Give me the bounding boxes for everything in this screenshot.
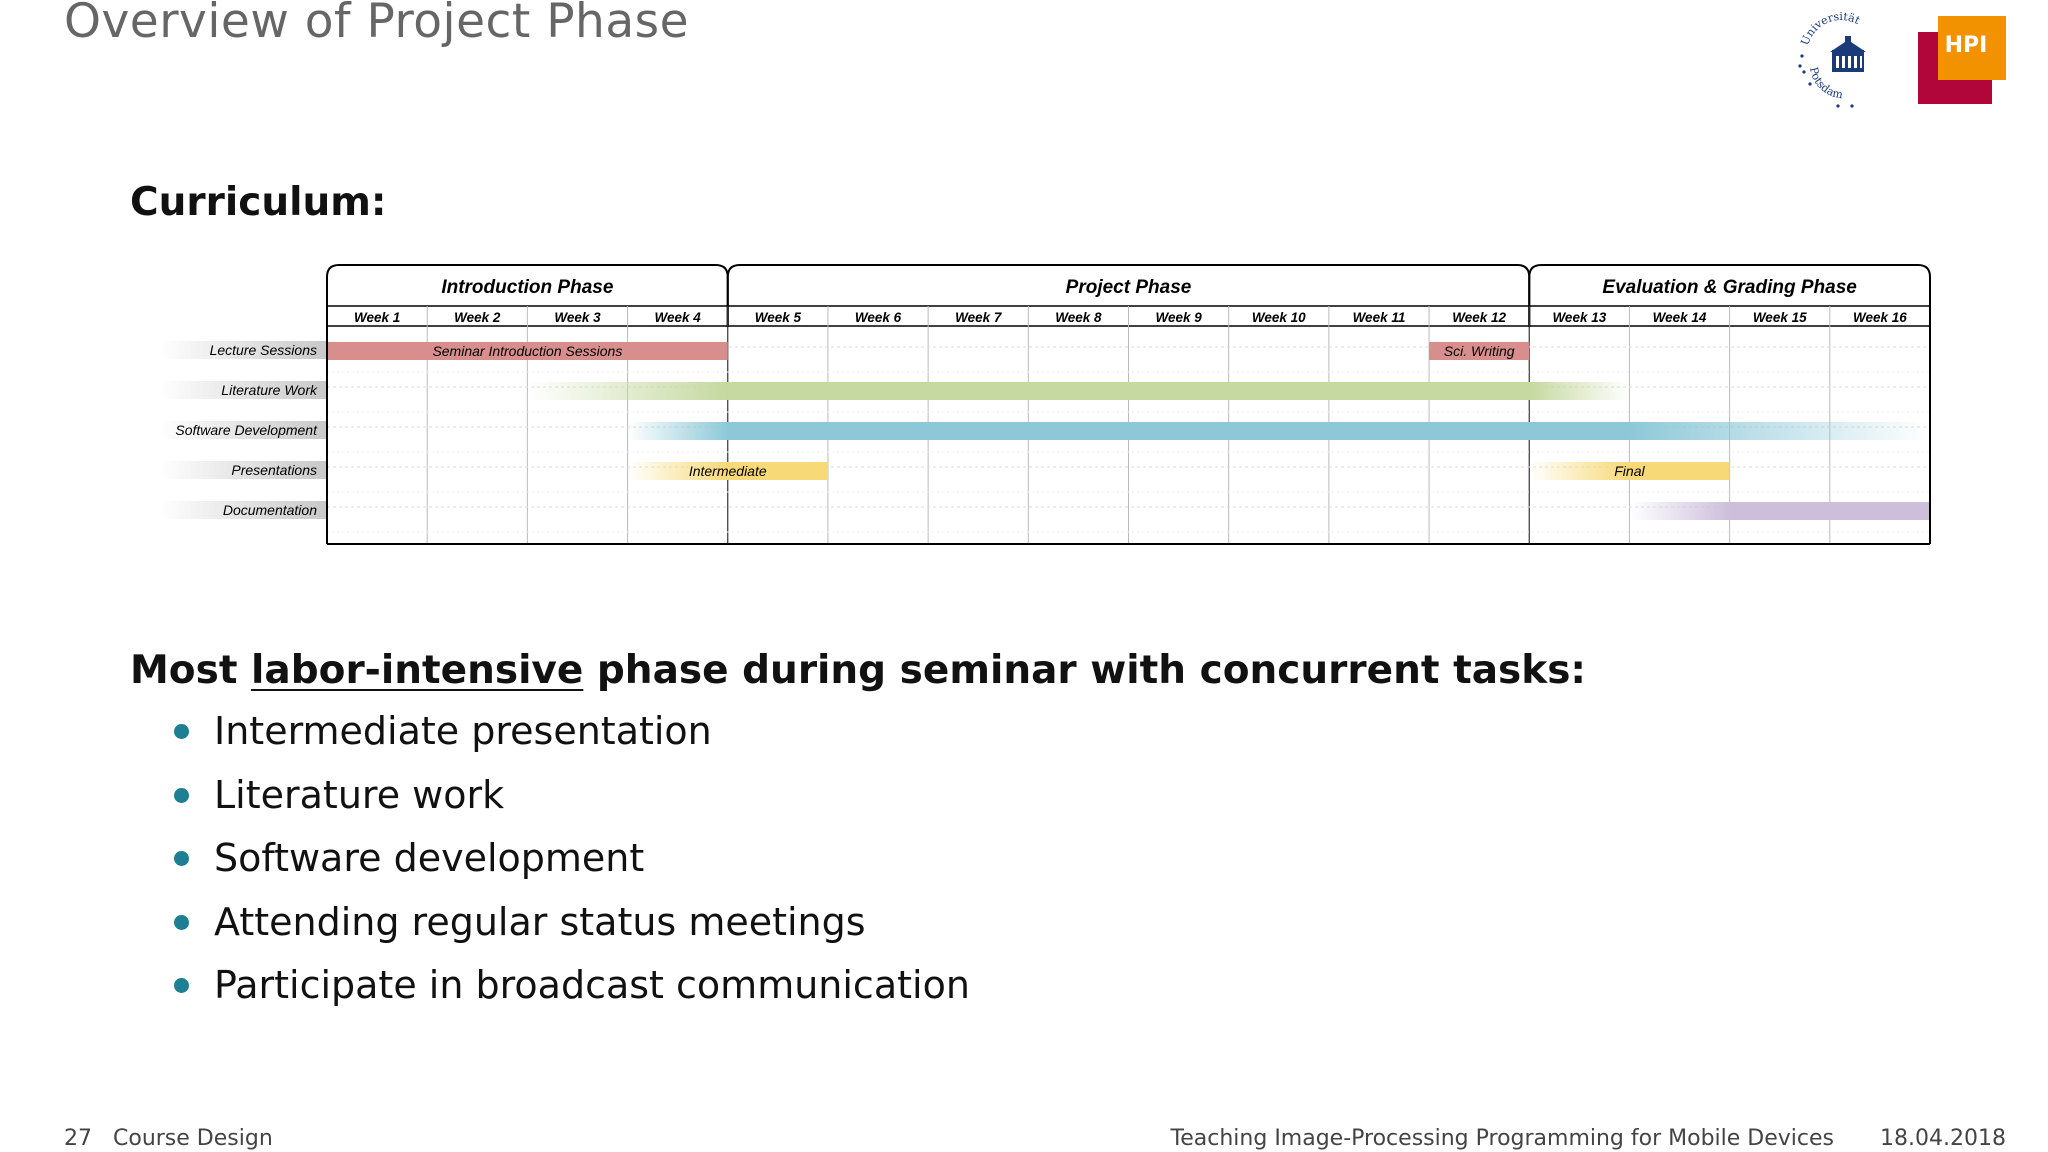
bullet-item [170,897,970,961]
footer-page-number: 27 [64,1126,92,1151]
hpi-logo [1918,16,2006,104]
week-label: Week 4 [654,310,701,325]
subheading-prefix: Most [130,648,252,693]
bullet-item [170,960,970,1024]
bullet-list [170,706,970,1024]
subheading-suffix: phase during seminar with concurrent tasks: [583,648,1587,693]
week-label: Week 1 [353,310,401,325]
university-logo-text-bottom: Potsdam [1806,65,1845,102]
week-label: Week 16 [1853,310,1907,325]
slide-title: Overview of Project Phase [64,0,690,49]
svg-text:Universität [1798,10,1862,47]
week-label: Week 11 [1352,310,1406,325]
footer-section: Course Design [113,1126,273,1151]
bar-label: Intermediate [688,463,767,479]
row-label: Software Development [175,422,317,438]
palace-icon [1830,36,1866,72]
week-label: Week 2 [454,310,501,325]
bullet-dot-icon [174,978,189,993]
schedule-bar [628,422,1930,440]
week-label: Week 6 [854,310,902,325]
week-label: Week 14 [1652,310,1707,325]
subheading-underlined: labor-intensive [251,648,584,693]
bar-label: Final [1614,463,1645,479]
row-label: Literature Work [221,382,317,398]
bullet-text: Literature work [214,772,505,817]
phase-label: Evaluation & Grading Phase [1602,277,1857,298]
bullet-dot-icon [174,851,189,866]
row-label: Presentations [231,462,317,478]
bullet-dot-icon [174,724,189,739]
week-label: Week 9 [1155,310,1202,325]
bullet-item [170,770,970,834]
bullet-text: Intermediate presentation [214,709,712,753]
schedule-bar [1629,502,1930,520]
university-logo-text-top: Universität [1798,10,1863,48]
bullet-dot-icon [174,788,189,803]
row-label: Documentation [222,502,317,518]
week-label: Week 15 [1752,310,1807,325]
bar-label: Seminar Introduction Sessions [432,343,623,359]
week-label: Week 3 [554,310,601,325]
week-label: Week 12 [1452,310,1507,325]
week-label: Week 7 [955,310,1002,325]
bullet-item [170,706,970,770]
footer-course-title: Teaching Image-Processing Programming for Mobile Devices [1170,1126,1834,1151]
hpi-logo-text: HPI [1944,33,1988,58]
phase-label: Introduction Phase [441,277,614,298]
footer-date: 18.04.2018 [1880,1126,2006,1151]
bullet-text: Attending regular status meetings [214,899,866,944]
curriculum-heading: Curriculum: [130,180,387,225]
bullet-dot-icon [174,915,189,930]
schedule-bar [527,382,1629,400]
phase-label: Project Phase [1065,277,1192,298]
university-potsdam-logo [1790,10,1890,110]
bullet-text: Software development [214,836,645,880]
bar-label: Sci. Writing [1443,343,1515,359]
row-label: Lecture Sessions [209,342,317,358]
week-label: Week 8 [1055,310,1102,325]
subheading [130,648,1586,693]
week-label: Week 13 [1552,310,1607,325]
week-label: Week 5 [754,310,801,325]
bullet-item [170,833,970,897]
bullet-text: Participate in broadcast communication [214,963,970,1007]
week-label: Week 10 [1251,310,1306,325]
curriculum-schedule-chart [150,262,1950,562]
